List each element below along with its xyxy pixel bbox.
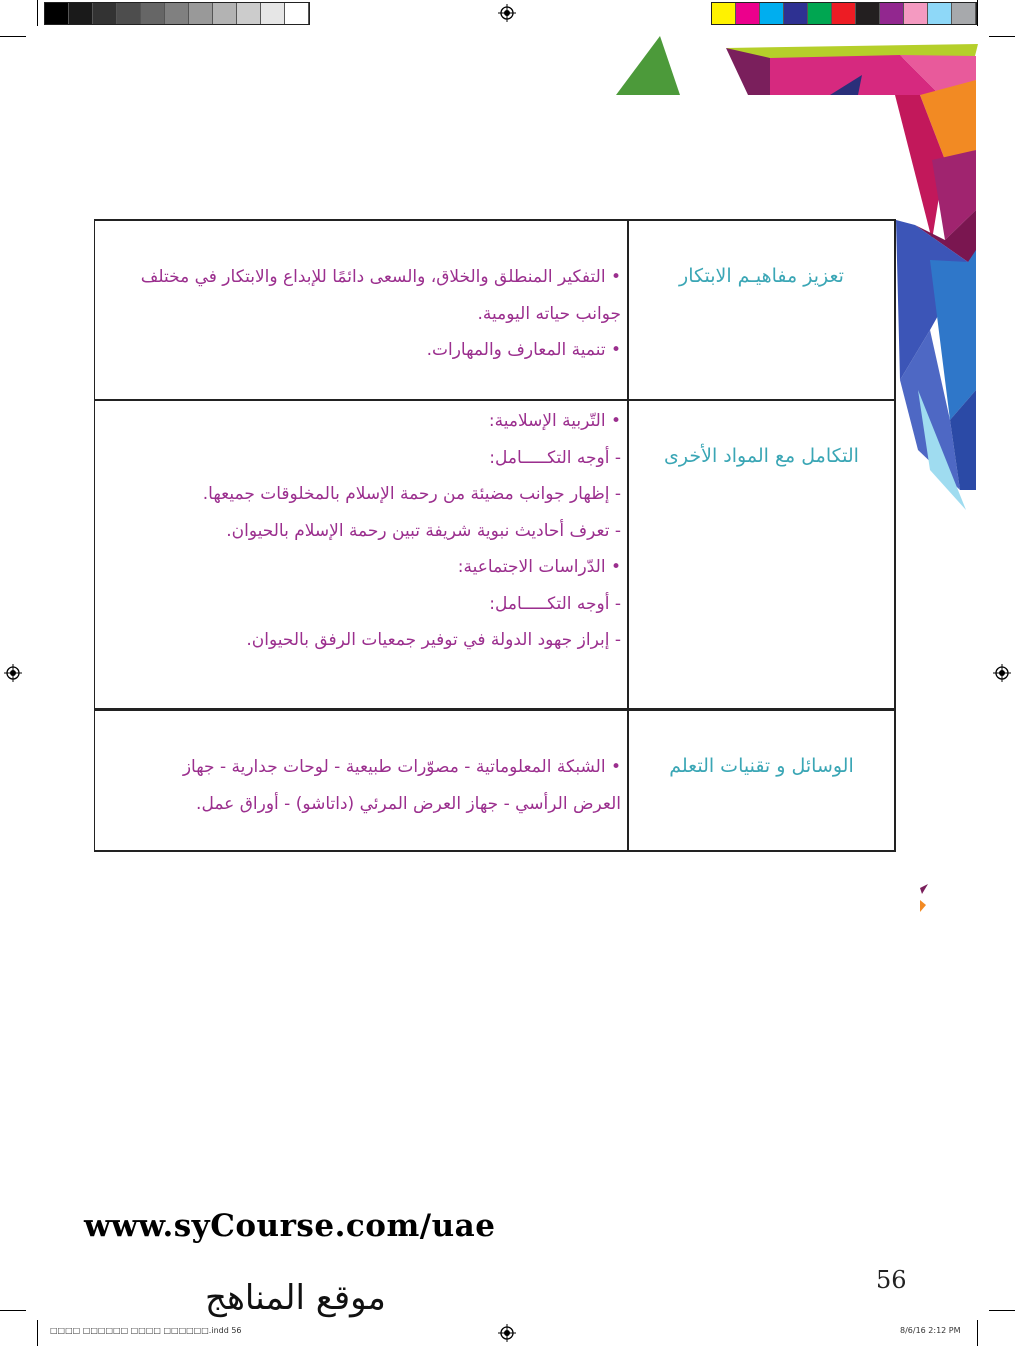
table-row (95, 401, 894, 711)
row-content (107, 711, 621, 852)
content-line: • التفكير المنطلق والخلاق، والسعى دائمًا للإبداع والابتكار في مختلف (140, 267, 621, 287)
table-row (95, 711, 894, 852)
page-number: 56 (876, 1266, 907, 1294)
row-content (107, 401, 621, 708)
content-line: جوانب حياته اليومية. (477, 303, 621, 324)
row-heading: التكامل مع المواد الأخرى (664, 445, 859, 467)
content-line: - أوجه التكـــــامل: (489, 447, 621, 468)
content-line: العرض الرأسي - جهاز العرض المرئي (داتاشو) - أوراق عمل. (196, 793, 621, 814)
lesson-plan-table (94, 219, 896, 852)
content-line: • الشبكة المعلوماتية - مصوّرات طبيعية - لوحات جدارية - جهاز (182, 757, 621, 777)
row-content (107, 221, 621, 399)
site-name: موقع المناهج (205, 1278, 386, 1318)
content-line: - تعرف أحاديث نبوية شريفة تبين رحمة الإسلام بالحيوان. (226, 520, 621, 541)
row-heading: تعزيز مفاهيـم الابتكار (679, 265, 844, 287)
content-line: - أوجه التكـــــامل: (489, 593, 621, 614)
website-url: www.syCourse.com/uae (84, 1208, 496, 1244)
content-line: • الدّراسات الاجتماعية: (457, 557, 621, 577)
print-date-slug: 8/6/16 2:12 PM (900, 1326, 961, 1335)
content-line: - إظهار جوانب مضيئة من رحمة الإسلام بالمخلوقات جميعها. (202, 484, 621, 504)
content-line: • تنمية المعارف والمهارات. (426, 340, 621, 360)
content-line: - إبراز جهود الدولة في توفير جمعيات الرفق بالحيوان. (246, 630, 621, 650)
table-row (95, 221, 894, 401)
file-slug: □□□□ □□□□□□ □□□□ □□□□□□.indd 56 (50, 1326, 242, 1335)
row-heading: الوسائل و تقنيات التعلم (669, 755, 854, 777)
content-line: • التّربية الإسلامية: (488, 411, 621, 431)
